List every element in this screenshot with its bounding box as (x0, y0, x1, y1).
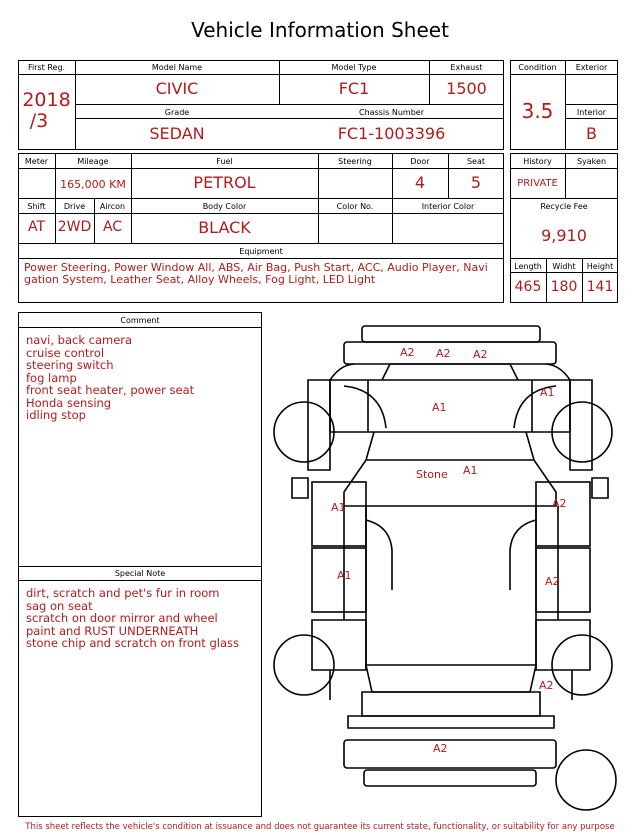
seat-label: Seat (466, 157, 486, 166)
damage-windshield-a1: A1 (463, 464, 478, 477)
mileage-label: Mileage (77, 157, 109, 166)
exhaust-value: 1500 (446, 79, 487, 98)
equipment-label: Equipment (239, 247, 283, 256)
drive-label: Drive (63, 202, 86, 211)
comment-item: fog lamp (26, 370, 77, 385)
fuel-label: Fuel (216, 157, 233, 166)
width-label: Widht (552, 262, 576, 271)
special-note-item: scratch on door mirror and wheel (26, 611, 218, 625)
model-name-value: CIVIC (155, 79, 199, 98)
recycle-fee-value: 9,910 (541, 226, 587, 245)
height-label: Height (586, 262, 614, 271)
grade-value: SEDAN (149, 124, 205, 143)
height-value: 141 (586, 279, 614, 295)
comment-item: navi, back camera (26, 333, 133, 347)
comment-label: Comment (120, 316, 160, 325)
shift-label: Shift (27, 202, 46, 211)
door-label: Door (410, 157, 430, 166)
comment-list (26, 334, 194, 422)
model-type-value: FC1 (338, 79, 370, 98)
width-value: 180 (550, 279, 578, 295)
mileage-value: 165,000 KM (60, 178, 126, 191)
damage-right-quarter: A2 (539, 679, 554, 692)
special-note-item: sag on seat (26, 598, 93, 613)
damage-right-front-door: A2 (552, 497, 567, 510)
damage-windshield-stone: Stone (416, 468, 448, 481)
history-value: PRIVATE (517, 178, 558, 189)
length-value: 465 (514, 279, 542, 295)
page-title: Vehicle Information Sheet (191, 18, 449, 42)
damage-front-a2-right: A2 (473, 348, 488, 361)
interior-label: Interior (576, 108, 607, 117)
comment-item: idling stop (26, 408, 86, 422)
condition-value: 3.5 (521, 99, 554, 123)
aircon-label: Aircon (99, 202, 126, 211)
shift-value: AT (27, 219, 46, 235)
special-note-item: stone chip and scratch on front glass (26, 636, 239, 650)
color-no-label: Color No. (336, 202, 374, 211)
body-color-label: Body Color (202, 202, 247, 211)
special-note-item: paint and RUST UNDERNEATH (26, 623, 199, 638)
special-note-list (26, 587, 239, 650)
comment-item: front seat heater, power seat (26, 383, 195, 397)
chassis-value: FC1-1003396 (337, 124, 446, 143)
first-reg-year: 2018 (22, 89, 71, 111)
damage-front-a2-left: A2 (400, 346, 415, 359)
special-note-item: dirt, scratch and pet's fur in room (26, 586, 220, 600)
model-name-label: Model Name (151, 63, 203, 72)
damage-left-front-door: A1 (331, 501, 346, 514)
grade-label: Grade (164, 108, 190, 117)
damage-fender-right-a1: A1 (540, 386, 555, 399)
syaken-label: Syaken (576, 157, 607, 166)
exterior-label: Exterior (575, 63, 608, 72)
model-type-label: Model Type (331, 63, 377, 72)
exhaust-label: Exhaust (450, 63, 483, 72)
fuel-value: PETROL (193, 173, 256, 192)
special-note-label: Special Note (114, 569, 166, 578)
first-reg-label: First Reg. (27, 63, 66, 72)
damage-front-a2-mid: A2 (436, 347, 451, 360)
body-color-value: BLACK (198, 218, 251, 237)
meter-label: Meter (24, 157, 49, 166)
drive-value: 2WD (57, 219, 92, 235)
steering-label: Steering (338, 157, 372, 166)
comment-item: cruise control (26, 345, 105, 360)
equipment-line-1: Power Steering, Power Window All, ABS, Air Bag, Push Start, ACC, Audio Player, Navi (24, 261, 488, 274)
interior-value: B (586, 124, 597, 143)
car-damage-diagram (270, 320, 630, 820)
first-reg-month: /3 (29, 110, 49, 132)
comment-item: steering switch (26, 358, 114, 372)
comment-item: Honda sensing (26, 395, 112, 410)
damage-hood-a1: A1 (432, 401, 447, 414)
aircon-value: AC (102, 219, 123, 235)
interior-color-label: Interior Color (421, 202, 475, 211)
damage-right-rear-door: A2 (545, 575, 560, 588)
length-label: Length (514, 262, 542, 271)
damage-left-rear-door: A1 (337, 569, 352, 582)
history-label: History (523, 157, 552, 166)
disclaimer: This sheet reflects the vehicle's condition at issuance and does not guarantee its current state, functionality, or suitability for any purpose (25, 822, 615, 832)
door-value: 4 (414, 173, 426, 192)
recycle-fee-label: Recycle Fee (540, 202, 588, 211)
seat-value: 5 (470, 173, 482, 192)
chassis-label: Chassis Number (359, 108, 424, 117)
damage-rear-bumper: A2 (433, 742, 448, 755)
equipment-line-2: gation System, Leather Seat, Alloy Wheels, Fog Light, LED Light (24, 273, 376, 286)
condition-label: Condition (518, 63, 557, 72)
